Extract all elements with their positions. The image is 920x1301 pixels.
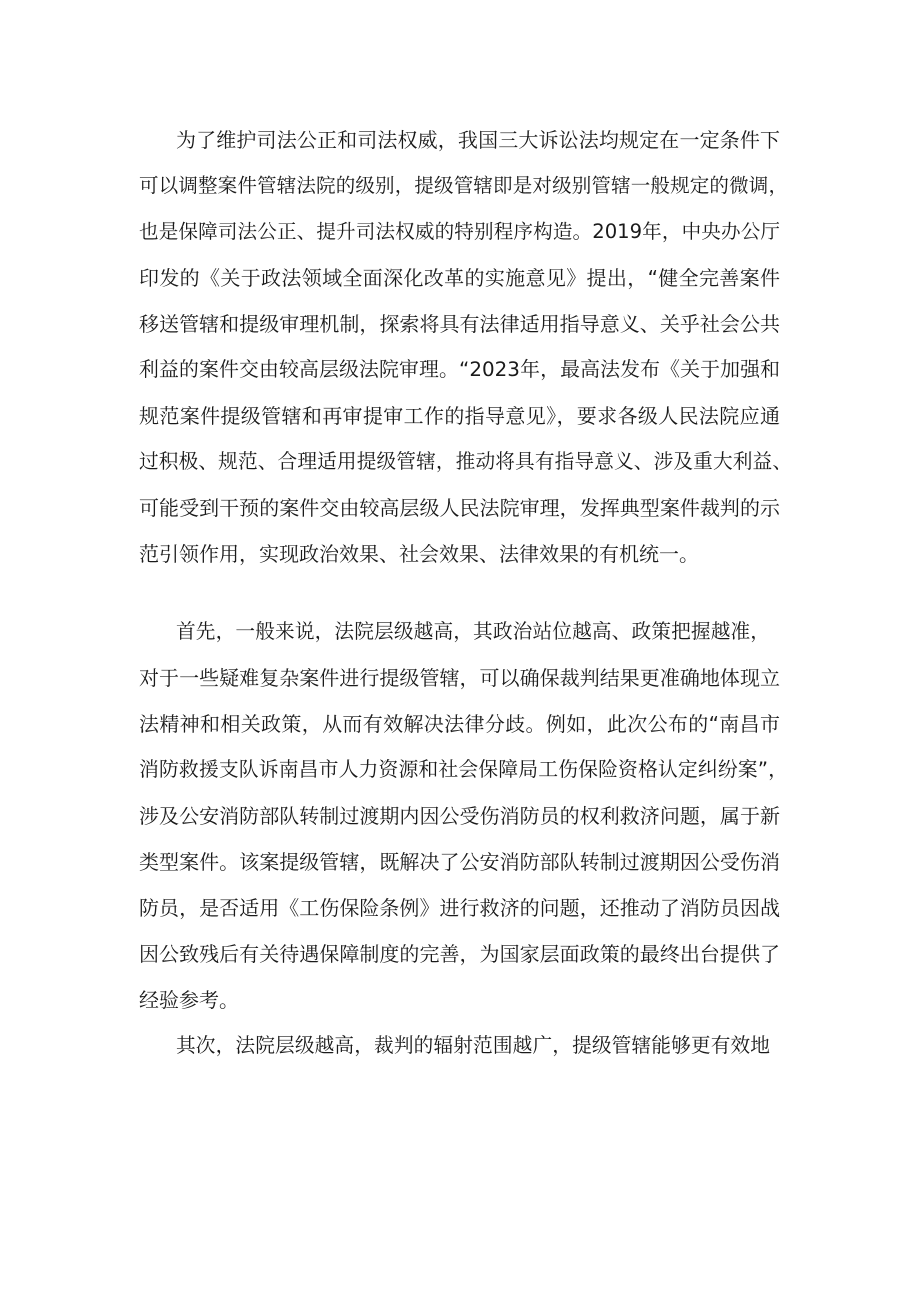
paragraph-line: 法精神和相关政策，从而有效解决法律分歧。例如，此次公布的“南昌市	[139, 712, 780, 736]
paragraph-line: 消防救援支队诉南昌市人力资源和社会保障局工伤保险资格认定纠纷案”，	[139, 758, 788, 781]
paragraph-line: 印发的《关于政法领域全面深化改革的实施意见》提出，“健全完善案件	[139, 266, 780, 290]
paragraph-line: 规范案件提级管辖和再审提审工作的指导意见》，要求各级人民法院应通	[139, 404, 780, 428]
paragraph-line: 对于一些疑难复杂案件进行提级管辖，可以确保裁判结果更准确地体现立	[139, 666, 780, 690]
paragraph-line: 范引领作用，实现政治效果、社会效果、法律效果的有机统一。	[139, 542, 699, 566]
paragraph-line: 为了维护司法公正和司法权威，我国三大诉讼法均规定在一定条件下	[176, 128, 780, 152]
paragraph-line: 涉及公安消防部队转制过渡期内因公受伤消防员的权利救济问题，属于新	[139, 804, 780, 828]
paragraph-line: 移送管辖和提级审理机制，探索将具有法律适用指导意义、关乎社会公共	[139, 312, 780, 336]
paragraph-line: 因公致残后有关待遇保障制度的完善，为国家层面政策的最终出台提供了	[139, 942, 780, 966]
paragraph-line: 可能受到干预的案件交由较高层级人民法院审理，发挥典型案件裁判的示	[139, 496, 780, 520]
paragraph-line: 首先，一般来说，法院层级越高，其政治站位越高、政策把握越准，	[176, 620, 770, 643]
paragraph-line: 其次，法院层级越高，裁判的辐射范围越广，提级管辖能够更有效地	[176, 1034, 770, 1057]
paragraph-line: 过积极、规范、合理适用提级管辖，推动将具有指导意义、涉及重大利益、	[139, 450, 792, 473]
paragraph-line: 可以调整案件管辖法院的级别，提级管辖即是对级别管辖一般规定的微调，	[139, 174, 788, 197]
paragraph-line: 利益的案件交由较高层级法院审理。“2023年，最高法发布《关于加强和	[139, 358, 780, 381]
paragraph-line: 类型案件。该案提级管辖，既解决了公安消防部队转制过渡期因公受伤消	[139, 850, 780, 874]
paragraph-line: 经验参考。	[139, 988, 239, 1012]
paragraph-line: 也是保障司法公正、提升司法权威的特别程序构造。2019年，中央办公厅	[139, 220, 780, 243]
paragraph-line: 防员，是否适用《工伤保险条例》进行救济的问题，还推动了消防员因战	[139, 896, 780, 920]
